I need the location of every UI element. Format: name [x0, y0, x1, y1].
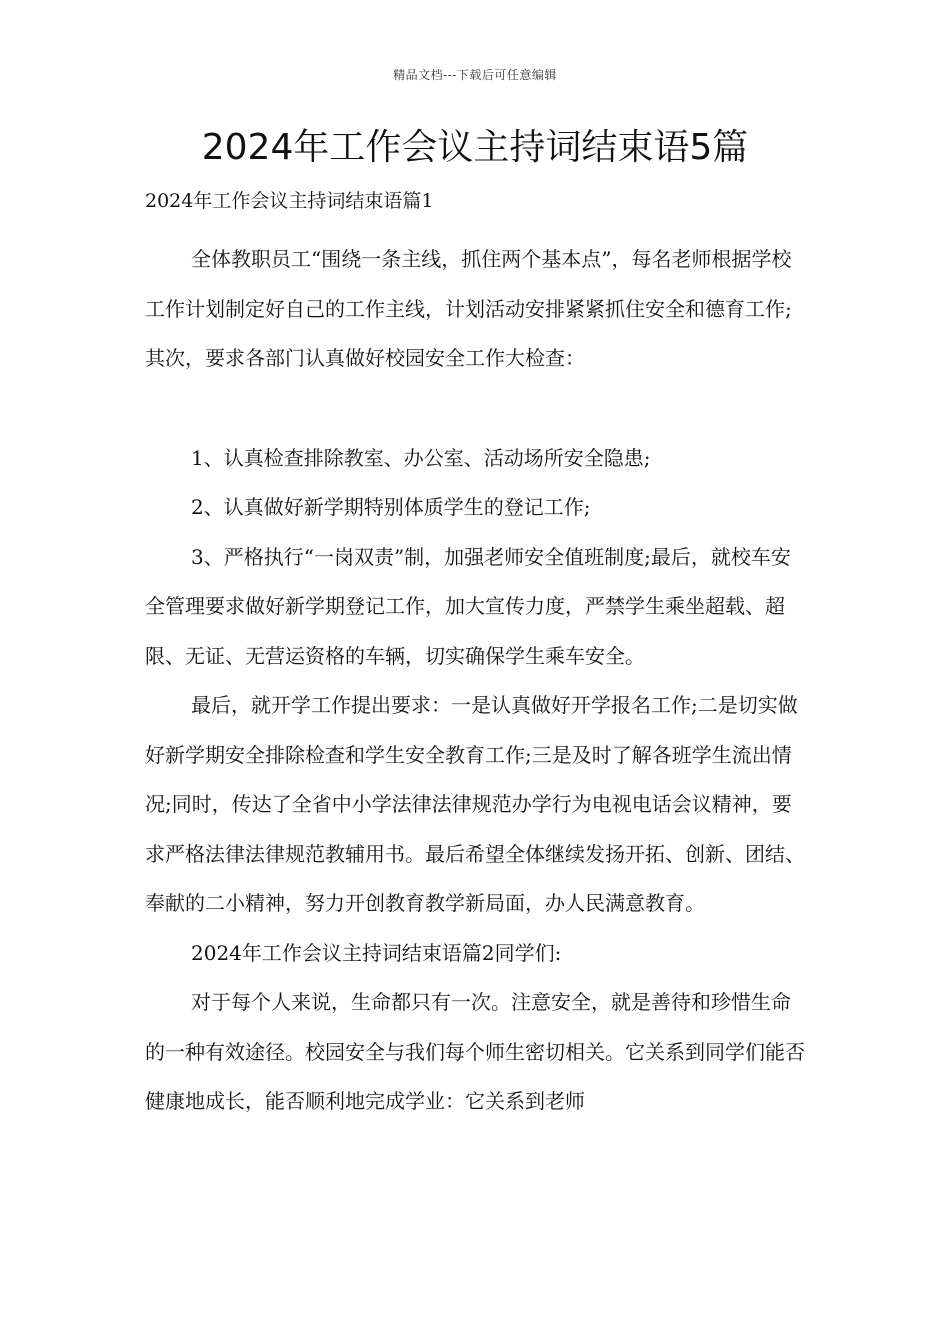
document-title: 2024年工作会议主持词结束语5篇 — [201, 127, 749, 168]
section-heading: 2024年工作会议主持词结束语篇2同学们: — [191, 940, 562, 965]
paragraph: 全体教职员工“围绕一条主线，抓住两个基本点”，每名老师根据学校工作计划制定好自己的工作主线，计划活动安排紧紧抓住安全和德育工作;其次，要求各部门认真做好校园安全工作大检查： — [145, 247, 792, 370]
header-note: 精品文档---下载后可任意编辑 — [393, 68, 557, 82]
section-heading: 2024年工作会议主持词结束语篇1 — [145, 190, 434, 212]
list-item: 2、认真做好新学期特别体质学生的登记工作; — [191, 495, 591, 519]
list-item: 3、严格执行“一岗双责”制，加强老师安全值班制度;最后，就校车安全管理要求做好新学期登记工作，加大宣传力度，严禁学生乘坐超载、超限、无证、无营运资格的车辆，切实确保学生乘车安全。 — [145, 544, 791, 668]
paragraph: 对于每个人来说，生命都只有一次。注意安全，就是善待和珍惜生命的一种有效途径。校园安全与我们每个师生密切相关。它关系到同学们能否健康地成长，能否顺利地完成学业：它关系到老师 — [145, 990, 805, 1113]
list-item: 1、认真检查排除教室、办公室、活动场所安全隐患; — [191, 445, 651, 470]
paragraph: 最后，就开学工作提出要求：一是认真做好开学报名工作;二是切实做好新学期安全排除检查和学生安全教育工作;三是及时了解各班学生流出情况;同时，传达了全省中小学法律法律规范办学行为电视电话会议精神，要求严格法律法律规范教辅用书。最后希望全体继续发扬开拓、创新、团结、奉献的二小精神，努力开创教育教学新局面，办人民满意教育。 — [145, 693, 805, 915]
document-body — [145, 185, 807, 1127]
blank-line — [145, 384, 807, 434]
